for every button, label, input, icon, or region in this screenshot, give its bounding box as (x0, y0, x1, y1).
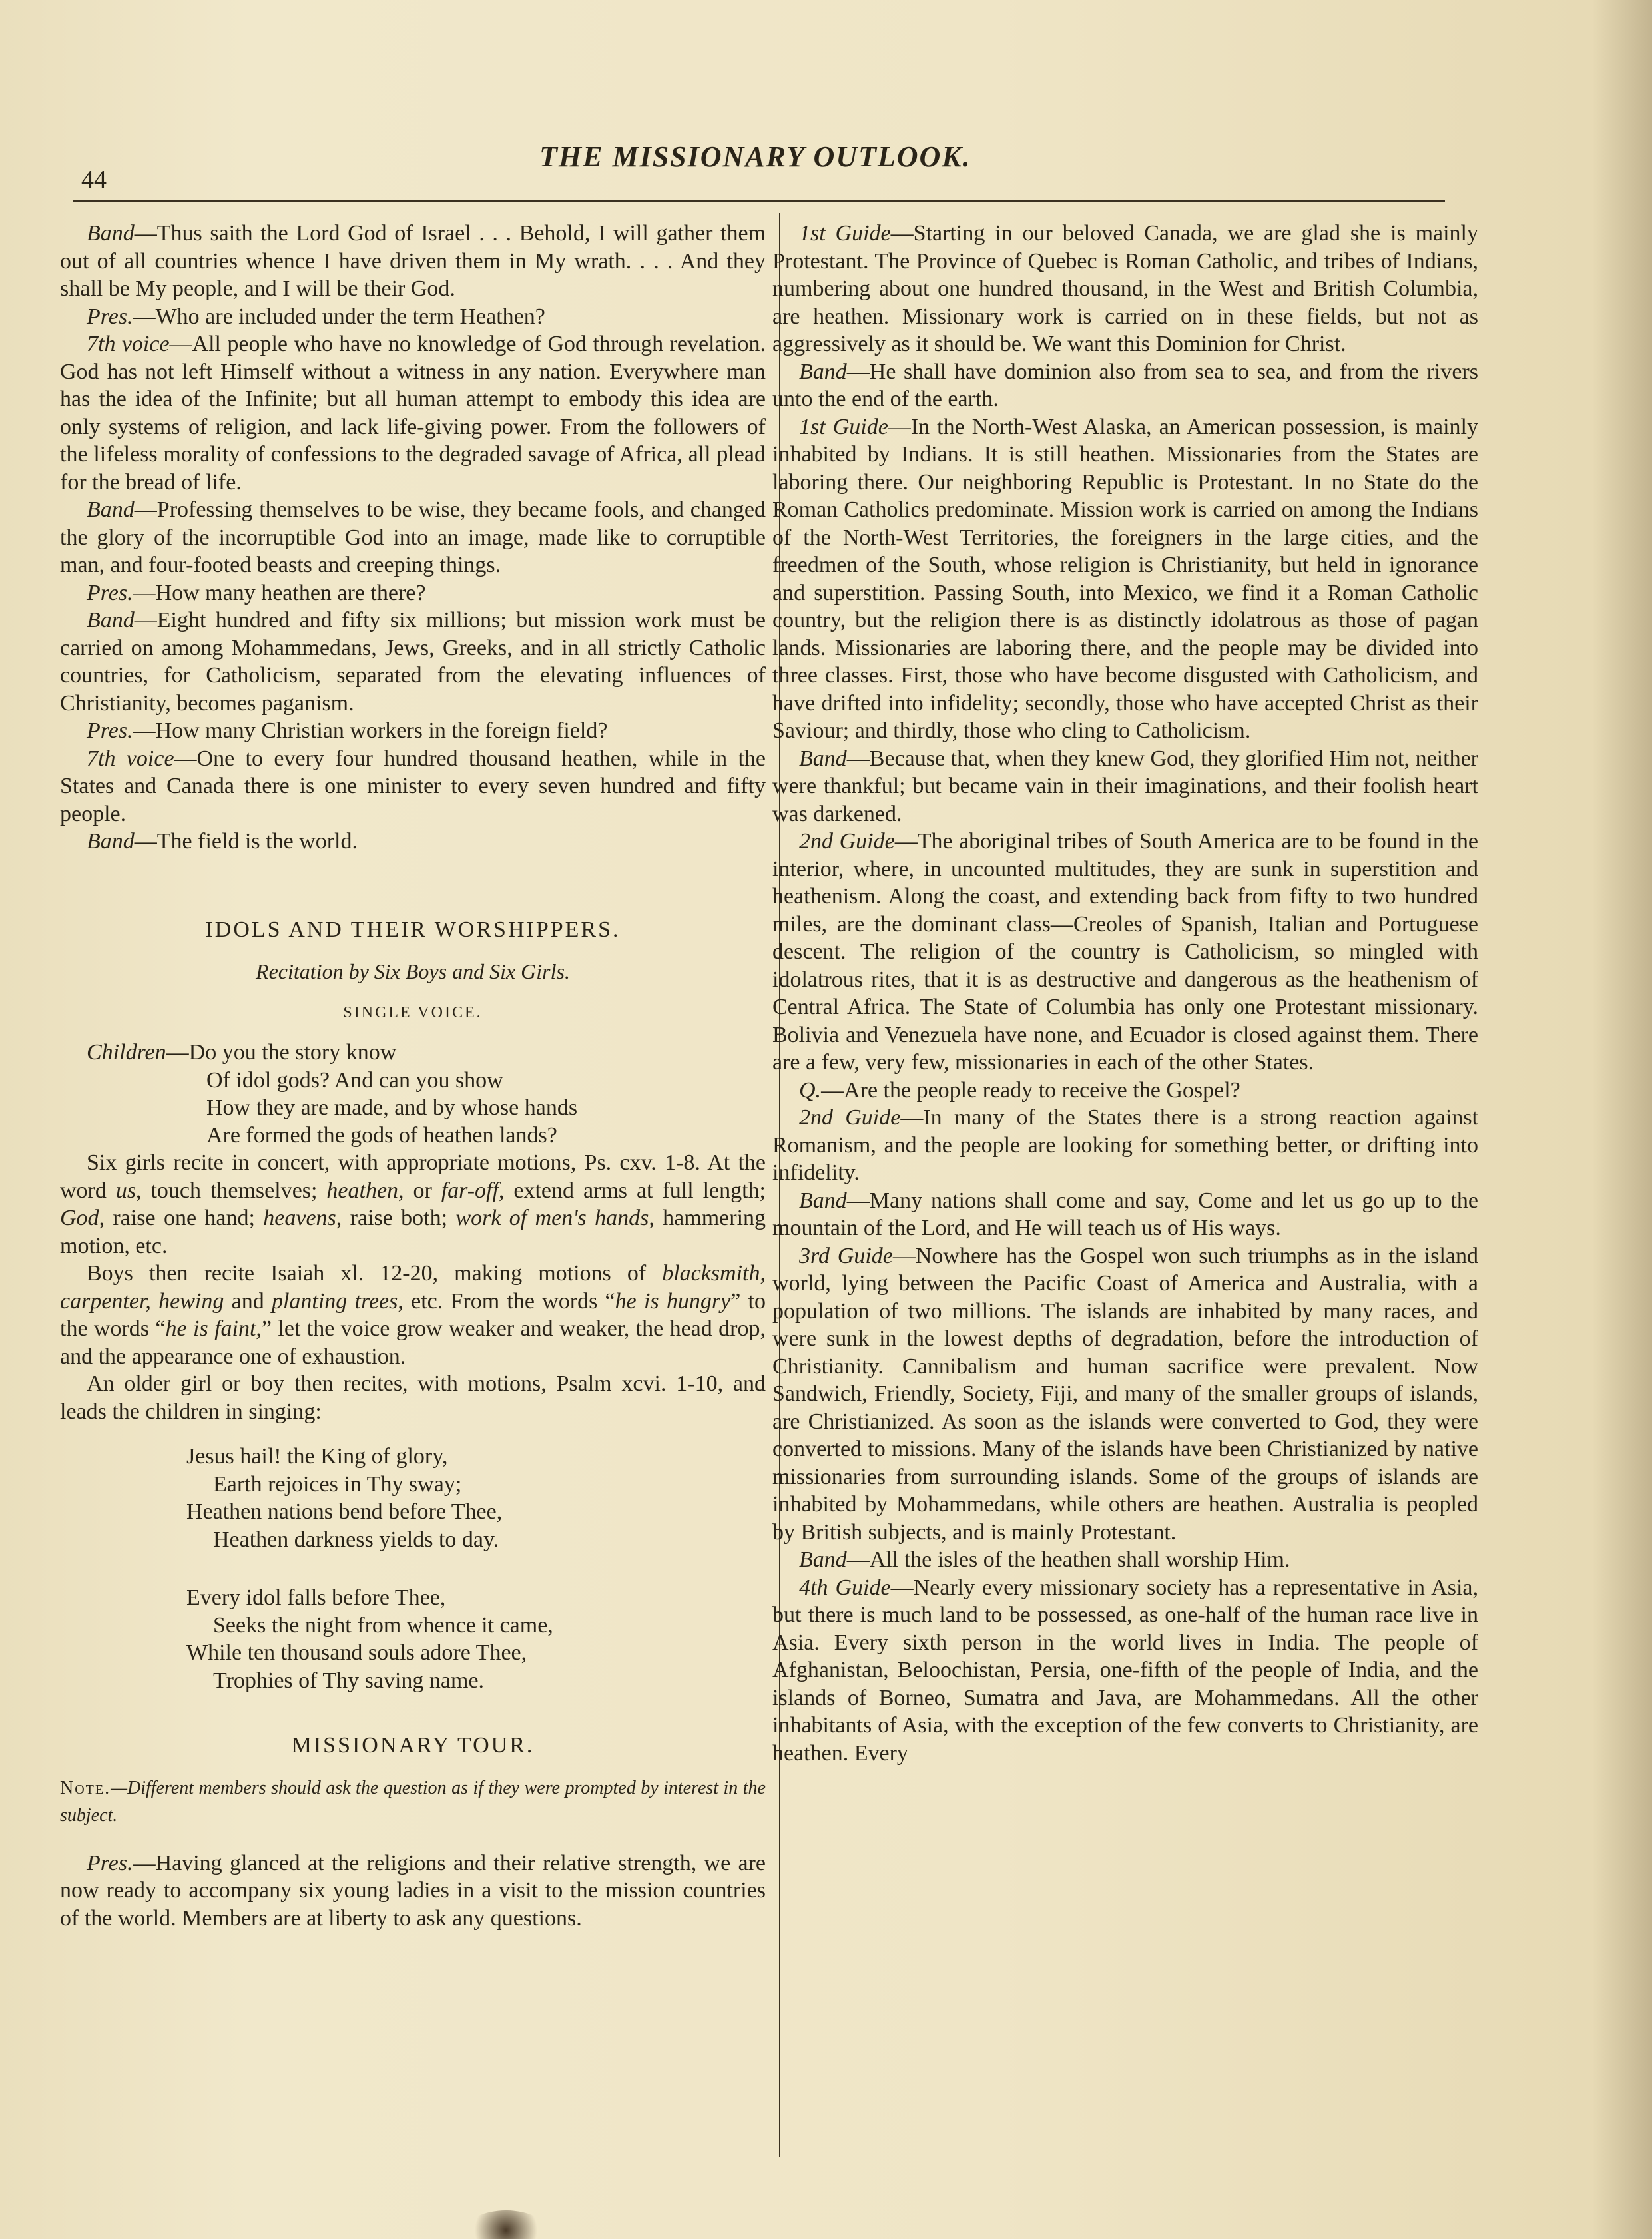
hymn-line: Earth rejoices in Thy sway; (213, 1471, 462, 1497)
header-rule (73, 200, 1445, 202)
stanza-gap (60, 1553, 766, 1584)
hymn-line: Heathen nations bend before Thee, (186, 1499, 503, 1524)
paragraph: Band—All the isles of the heathen shall worship Him. (799, 1547, 1290, 1572)
paragraph: Pres.—How many Christian workers in the foreign field? (87, 718, 608, 743)
paragraph: Band—Eight hundred and fifty six millions; but mission work must be carried on among Mohammedans, Jews, Greeks, and in all strictly Catholic countries, for Catholicism, separated from the elevating influences of Christianity, becomes paganism. (60, 608, 766, 716)
section-title: MISSIONARY TOUR. (291, 1733, 535, 1758)
paragraph: Boys then recite Isaiah xl. 12-20, making motions of blacksmith, carpenter, hewing and planting trees, etc. From the words “he is hungry” to the words “he is faint,” let the voice grow weaker and weaker, the head drop, and the appearance one of exhaustion. (60, 1261, 766, 1369)
poem-line: How they are made, and by whose hands (206, 1095, 578, 1120)
paragraph: 2nd Guide—In many of the States there is a strong reaction against Romanism, and the people are looking for something better, or drifting into infidelity. (772, 1105, 1479, 1185)
hymn-line: While ten thousand souls adore Thee, (186, 1640, 527, 1665)
paragraph: 4th Guide—Nearly every missionary society has a representative in Asia, but there is much land to be possessed, as one-half of the human race live in Asia. Every sixth person in the world lives in India. The people of Afghanistan, Beloochistan, Persia, one-fifth of the people of India, and the islands of Borneo, Sumatra and Java, are Mohammedans. All the other inhabitants of Asia, with the exception of the few converts to Christianity, are heathen. Every (772, 1575, 1478, 1766)
paragraph: Pres.—How many heathen are there? (87, 580, 426, 605)
paragraph: Band—Many nations shall come and say, Come and let us go up to the mountain of the Lord, and He will teach us of His ways. (772, 1188, 1478, 1240)
paragraph: Band—The field is the world. (87, 829, 358, 854)
hymn-line: Heathen darkness yields to day. (213, 1527, 499, 1552)
page-number: 44 (81, 166, 107, 194)
poem (60, 1039, 766, 1149)
paragraph: Band—Professing themselves to be wise, they became fools, and changed the glory of the incorruptible God into an image, made like to corruptible man, and four-footed beasts and creeping things. (60, 497, 766, 577)
right-column (772, 220, 1478, 1767)
paragraph: An older girl or boy then recites, with motions, Psalm xcvi. 1-10, and leads the children in singing: (60, 1371, 766, 1424)
section-title: IDOLS AND THEIR WORSHIPPERS. (205, 917, 621, 942)
paragraph: Pres.—Having glanced at the religions and their relative strength, we are now ready to accompany six young ladies in a visit to the mission countries of the world. Members are at liberty to ask any questions. (60, 1850, 766, 1931)
paragraph: Band—He shall have dominion also from sea to sea, and from the rivers unto the end of the earth. (772, 359, 1478, 411)
hymn-line: Jesus hail! the King of glory, (186, 1444, 448, 1469)
note: Note.—Different members should ask the question as if they were prompted by interest in the subject. (60, 1777, 766, 1826)
paragraph: Pres.—Who are included under the term Heathen? (87, 304, 545, 329)
hymn-line: Every idol falls before Thee, (186, 1585, 446, 1610)
paragraph: 1st Guide—In the North-West Alaska, an American possession, is mainly inhabited by Indians. It is still heathen. Missionaries from the States are laboring there. Our neighboring Republic is Protestant. In no State do the Roman Catholics predominate. Mission work is carried on among the Indians of the North-West Territories, the foreigners in the large cities, and the freedmen of the South, whose religion is Christianity, but held in ignorance and superstition. Passing South, into Mexico, we find it a Roman Catholic country, but the religion there is as distinctly idolatrous as those of pagan lands. Missionaries are laboring there, and the people may be divided into three classes. First, those who have become disgusted with Catholicism, and have drifted into infidelity; secondly, those who have accepted Christ as their Saviour; and thirdly, those who cling to Catholicism. (772, 414, 1478, 743)
poem-line: Of idol gods? And can you show (206, 1067, 503, 1093)
paragraph: 2nd Guide—The aboriginal tribes of South America are to be found in the interior, where, in uncounted multitudes, they are sunk in superstition and heathenism. Along the coast, and extending back from fifty to two hundred miles, are the dominant class—Creoles of Spanish, Italian and Portuguese descent. The religion of the country is Catholicism, so mingled with idolatrous rites, that it is as destructive and dangerous as the heathenism of Central Africa. The State of Columbia has only one Protestant missionary. Bolivia and Venezuela have none, and Ecuador is closed against them. There are a few, very few, missionaries in each of the other States. (772, 829, 1478, 1075)
section-subtitle: Recitation by Six Boys and Six Girls. (256, 959, 570, 983)
left-column (60, 220, 766, 1932)
paragraph: Band—Thus saith the Lord God of Israel . . . Behold, I will gather them out of all countries whence I have driven them in My wrath. . . . And they shall be My people, and I will be their God. (60, 221, 766, 301)
paragraph: Q.—Are the people ready to receive the Gospel? (799, 1077, 1240, 1103)
journal-title: THE MISSIONARY OUTLOOK. (539, 140, 971, 173)
paragraph: Band—Because that, when they knew God, they glorified Him not, neither were thankful; but became vain in their imaginations, and their foolish heart was darkened. (772, 746, 1478, 826)
paragraph: 1st Guide—Starting in our beloved Canada, we are glad she is mainly Protestant. The Province of Quebec is Roman Catholic, and tribes of Indians, numbering about one hundred thousand, in the West and British Columbia, are heathen. Missionary work is carried on in these fields, but not as aggressively as it should be. We want this Dominion for Christ. (772, 221, 1479, 356)
single-voice-label: SINGLE VOICE. (343, 1003, 483, 1021)
page-header (73, 133, 1425, 194)
page-edge-shadow (1592, 0, 1652, 2239)
hymn-line: Seeks the night from whence it came, (213, 1613, 553, 1638)
paragraph: Six girls recite in concert, with appropriate motions, Ps. cxv. 1-8. At the word us, touch themselves; heathen, or far-off, extend arms at full length; God, raise one hand; heavens, raise both; work of men's hands, hammering motion, etc. (60, 1150, 766, 1258)
poem-line: Children—Do you the story know (87, 1040, 397, 1065)
paragraph: 3rd Guide—Nowhere has the Gospel won such triumphs as in the island world, lying between the Pacific Coast of America and Australia, with a population of two millions. The islands are inhabited by many races, and were sunk in the lowest depths of degradation, before the introduction of Christianity. Cannibalism and human sacrifice were prevalent. Now Sandwich, Friendly, Society, Fiji, and many of the smaller groups of islands, are Christianized. As soon as the islands were converted to God, they were converted to missions. Many of the islands have been Christianized by native missionaries from surrounding islands. Some of the groups of islands are inhabited by Mohammedans, while others are heathen. Australia is peopled by British subjects, and is mainly Protestant. (772, 1243, 1478, 1545)
poem-line: Are formed the gods of heathen lands? (206, 1122, 557, 1148)
hymn-line: Trophies of Thy saving name. (213, 1668, 485, 1693)
ink-stain (466, 2210, 546, 2239)
paragraph: 7th voice—One to every four hundred thousand heathen, while in the States and Canada there is one minister to every seven hundred and fifty people. (60, 746, 766, 826)
hymn (60, 1443, 766, 1694)
paragraph: 7th voice—All people who have no knowledge of God through revelation. God has not left Himself without a witness in any nation. Everywhere man has the idea of the Infinite; but all human attempt to embody this idea are only systems of religion, and lack life-giving power. From the followers of the lifeless morality of confessions to the degraded savage of Africa, all plead for the bread of life. (60, 332, 766, 495)
